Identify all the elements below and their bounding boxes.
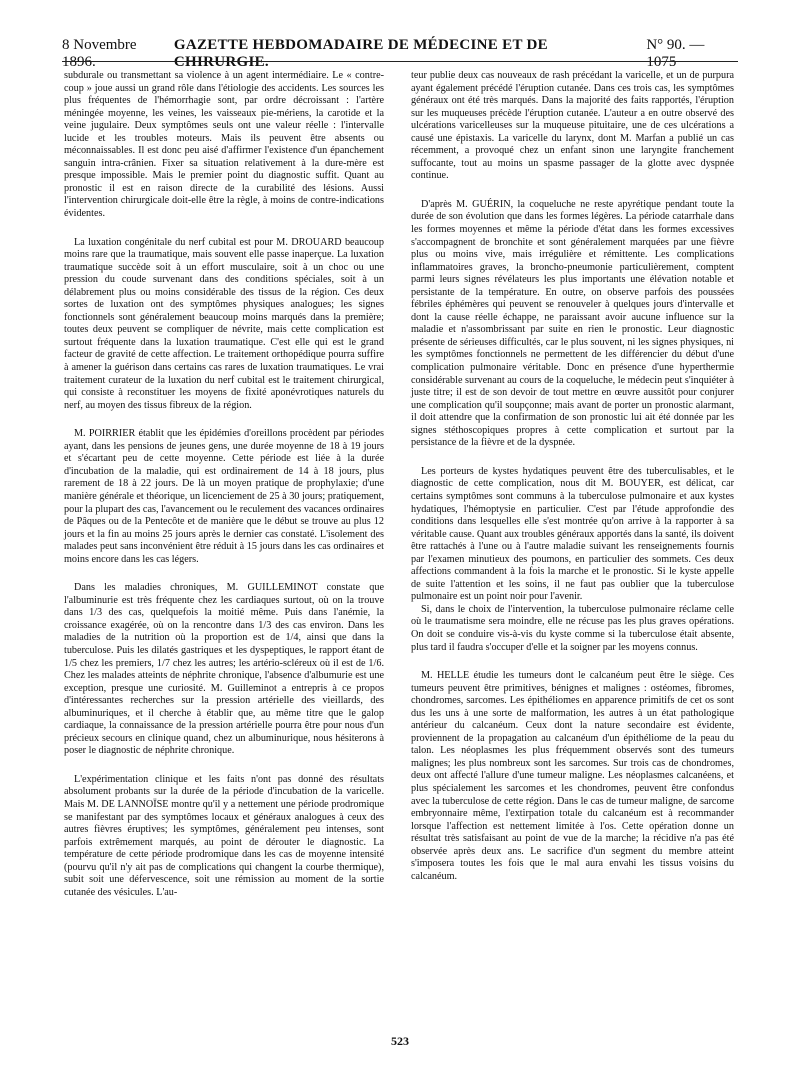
paragraph: subdurale ou transmettant sa violence à un agent intermédiaire. Le « contre-coup » joue aussi un grand rôle dans l'étiologie des accidents. Les sources les plus fréquentes de l'hémorrhagie sont, par ordre décroissant : l'artère méningée moyenne, les veines, les vaisseaux pie-mériens, la carotide et la veine jugulaire. Deux symptômes seuls ont une valeur réelle : l'intervalle lucide et les troubles moteurs. Mais ils peuvent être absents ou méconnaissables. Il est donc peu aisé d'affirmer l'existence d'un épanchement sanguin intra-crânien. Fixer sa situation relativement à la dure-mère est presque impossible. Mais le premier point du diagnostic suffit. Quant au pronostic il est en raison directe de la curabilité des lésions. Aussi l'intervention chirurgicale doit-elle être la règle, à moins de contre-indications évidentes. <box>64 70 384 220</box>
paragraph: M. POIRRIER établit que les épidémies d'oreillons procèdent par périodes ayant, dans les pensions de jeunes gens, une durée moyenne de 18 à 19 jours et s'écartant peu de cette moyenne. Cette période est liée à la durée d'incubation de la maladie, qui est ordinairement de 14 à 18 jours, plus rarement de 18 à 22 jours. De là un moyen pratique de prophylaxie; d'une manière générale et théorique, un licenciement de 25 à 30 jours; pratiquement, pour la plupart des cas, l'avancement ou le reculement des vacances ordinaires de Pâques ou de la Pentecôte et de manière que le début se trouve au plus 12 jours et la fin au moins 25 jours après le dernier cas constaté. L'isolement des malades peut sans inconvénient être réduit à 15 jours dans les cas ordinaires et moins encore dans les cas légers. <box>64 428 384 565</box>
right-column <box>411 70 734 883</box>
running-header <box>62 37 738 70</box>
paragraph: L'expérimentation clinique et les faits n'ont pas donné des résultats absolument probants sur la durée de la période d'incubation de la varicelle. Mais M. DE LANNOÏSE montre qu'il y a nettement une période prodromique se manifestant par des symptômes locaux et généraux analogues à ceux des autres fièvres éruptives; les symptômes, généralement peu intenses, sont parfois extrêmement marqués, au point de dérouter le diagnostic. La température de cette période prodromique dans les cas de moyenne intensité (pourvu qu'il n'y ait pas de complications qui changent la courbe thermique), subit soit une défervescence, soit une rémission au moment de la sortie cutanée des vésicules. L'au- <box>64 773 384 898</box>
paragraph: Les porteurs de kystes hydatiques peuvent être des tuberculisables, et le diagnostic de cette complication, nous dit M. BOUYER, est délicat, car certains symptômes sont communs à la tuberculose pulmonaire et aux kystes hydatiques, l'hémoptysie en particulier. C'est par l'étude approfondie des conditions dans lesquelles elle s'est montrée qu'on arrive à la rapporter à sa véritable cause. Quant aux troubles généraux apportés dans la santé, ils doivent être rattachés à l'une ou à l'autre maladie suivant les renseignements fournis par l'examen minutieux des poumons, en particulier des sommets. Ces deux affections commandent à la fois la marche et le pronostic. Si le kyste appelle de suite l'attention et les soins, il ne faut pas oublier que la tuberculose pulmonaire est un point noir pour l'avenir. <box>411 465 734 603</box>
paragraph: Si, dans le choix de l'intervention, la tuberculose pulmonaire réclame celle où le traumatisme sera moindre, elle ne récuse pas les plus graves opérations. On doit se conduire vis-à-vis du kyste comme si la tuberculose était absente, plus tard il faudra s'occuper d'elle et la soigner par les moyens connus. <box>411 603 734 653</box>
header-rule <box>62 61 738 62</box>
header-date: 8 Novembre 1896. <box>62 37 137 70</box>
paragraph: M. HELLE étudie les tumeurs dont le calcanéum peut être le siège. Ces tumeurs peuvent être primitives, bénignes et malignes : ostéomes, fibromes, chondromes, sarcomes. Les épithéliomes en apparence primitifs de cet os sont dus les uns à une sorte de malformation, les autres à un état pathologique antérieur du calcanéum. Ceux dont la nature secondaire est évidente, proviennent de la propagation au calcanéum d'un épithéliome de la peau du talon. Les néoplasmes les plus fréquemment observés sont des tumeurs malignes; les plus nombreux sont les sarcomes. Sur trois cas de chondromes, deux ont affecté l'allure d'une tumeur maligne. Les néoplasmes calcanéens, et plus spécialement les sarcomes et les chondromes, peuvent être confondus avec la tuberculose de cette région. Dans le cas de tumeur maligne, de sarcome embryonnaire même, l'extirpation totale du calcanéum est à recommander lorsque l'affection est nettement limitée à l'os. Cette opération donne un résultat très satisfaisant au point de vue de la marche; la récidive n'a pas été observée après deux ans. Le sacrifice d'un segment du membre atteint s'imposera toutes les fois que le mal aura envahi les tissus voisins du calcanéum. <box>411 670 734 882</box>
issue-page-number: N° 90. — 1075 <box>646 37 705 70</box>
paragraph: Dans les maladies chroniques, M. GUILLEMINOT constate que l'albuminurie est très fréquente chez les cardiaques surtout, où on la trouve dans 1/3 des cas, quelquefois la moitié même. Puis dans l'anémie, la croissance exagérée, où on la rencontre dans 1/3 des cas environ. Dans les maladies de la nutrition où la proportion est de 1/4, ainsi que dans la tuberculose. Puis les dilatés gastriques et les dyspeptiques, le rapport étant de 1/5 chez les premiers, 1/7 chez les autres; les artério-scléreux où il est de 1/6. Chez les malades atteints de néphrite chronique, l'absence d'albumurie est une exception, presque une curiosité. M. Guilleminot a entrepris à ce propos d'intéressantes recherches sur la pression artérielle des vieillards, des albuminuriques, et il cherche à établir que, au même titre que le galop cardiaque, la connaissance de la pression artérielle pourra être pour nous d'un précieux secours en clinique quand, chez un albuminurique, nous hésiterons à poser le diagnostic de néphrite chronique. <box>64 582 384 757</box>
page-folio: 523 <box>391 1034 409 1048</box>
paragraph: teur publie deux cas nouveaux de rash précédant la varicelle, et un de purpura ayant également précédé l'éruption cutanée. Dans ces trois cas, les symptômes généraux ont été très marqués. Dans la majorité des faits rapportés, l'éruption sur les muqueuses précède l'éruption cutanée. L'auteur a en outre observé des ulcérations varicelleuses sur la muqueuse pituitaire, une de ces ulcérations a causé une épistaxis. La varicelle du larynx, dont M. Marfan a publié un cas récemment, a provoqué chez un enfant sinon une laryngite franchement suffocante, tout au moins un spasme passager de la glotte avec dyspnée continue. <box>411 70 734 182</box>
left-column <box>64 70 384 899</box>
journal-title: GAZETTE HEBDOMADAIRE DE MÉDECINE ET DE CHIRURGIE. <box>173 37 548 70</box>
paragraph: D'après M. GUÉRIN, la coqueluche ne reste apyrétique pendant toute la durée de son évolution que dans les formes légères. La période catarrhale dans les formes moyennes et même la période d'état dans les formes excessives s'accompagnent de bronchite et sont généralement marquées par une fièvre plus ou moins vive, mais irrégulière et rémittente. Les complications inflammatoires graves, la broncho-pneumonie particulièrement, comptent parmi leurs signes révélateurs les plus importants une élévation notable et persistante de la température. En outre, on observe parfois des poussées fébriles éphémères qui peuvent se renouveler à quelques jours d'intervalle et dont la cause réelle échappe, ne paraissant avoir aucune influence sur la maladie et n'assombrissant par suite en rien le pronostic. Leur diagnostic présente de sérieuses difficultés, car le plus souvent, ni les signes physiques, ni les symptômes fonctionnels ne permettent de les différencier du début d'une complication pulmonaire véritable. Donc en présence d'une hyperthermie considérable survenant au cours de la coqueluche, le médecin peut s'inquiéter à juste titre; il est de son devoir de tout mettre en œuvre aussitôt pour conjurer une complication qu'il soupçonne; mais avant de porter un pronostic alarmant, il doit attendre que la confirmation de son pronostic lui ait été donnée par les signes stéthoscopiques propres à cette complication et surtout par la persistance de la fièvre et de la dyspnée. <box>411 198 734 449</box>
paragraph: La luxation congénitale du nerf cubital est pour M. DROUARD beaucoup moins rare que la traumatique, mais souvent elle passe inaperçue. La luxation traumatique succède soit à un effort musculaire, soit à un choc ou une pression du coude survenant dans des conditions spéciales, soit à un délabrement plus ou moins considérable des tissus de la région. Ces deux sortes de luxation ont des symptômes physiques analogues; les signes fonctionnels sont généralement beaucoup moins marqués dans la première; toutes deux peuvent se compliquer de névrite, mais cette complication est surtout fréquente dans la luxation traumatique. C'est elle qui est le grand facteur de gravité de cette affection. Le traitement orthopédique pourra suffire à amener la guérison dans certains cas rares de luxation traumatiques. Le vrai traitement curateur de la luxation du nerf cubital est le traitement chirurgical, qui consiste à reconstituer les moyens de fixité aponévrotiques naturels du nerf, au moyen des tissus fibreux de la région. <box>64 236 384 411</box>
